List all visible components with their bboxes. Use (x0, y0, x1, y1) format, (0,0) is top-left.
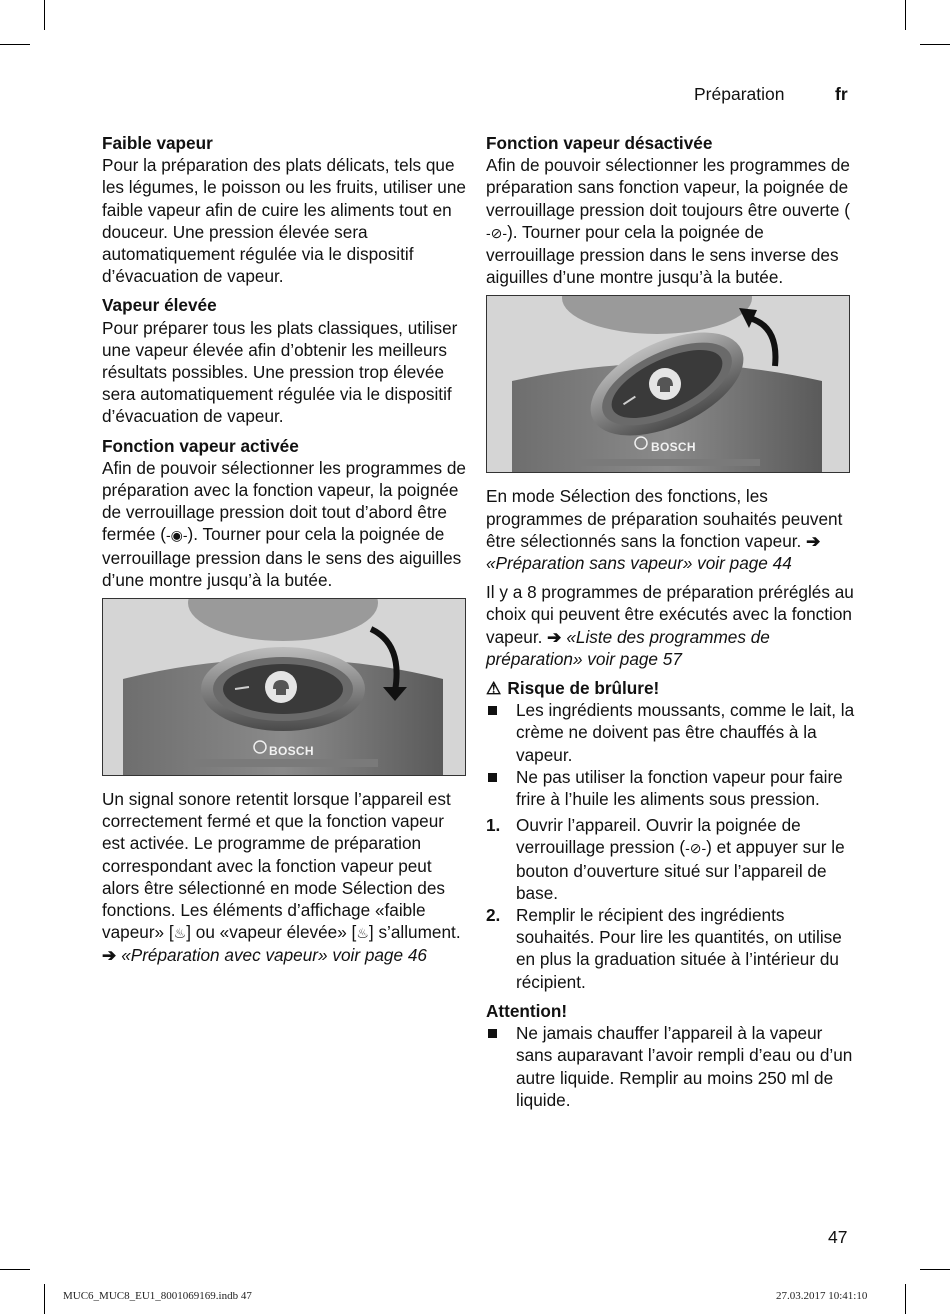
risque-heading (486, 677, 856, 699)
list-item-text: Les ingrédients moussants, comme le lait, la crème ne doivent pas être chauffés à la vapeur. (516, 700, 855, 765)
signal-text (102, 788, 467, 967)
step-item (486, 904, 856, 993)
list-item-text: Ne pas utiliser la fonction vapeur pour faire frire à l’huile les aliments sous pression. (516, 766, 843, 810)
lock-open-icon: -⊘- (486, 224, 508, 241)
list-item (486, 766, 856, 810)
bullet-square-icon (488, 706, 497, 715)
step-text: Ouvrir l’appareil. Ouvrir la poignée de verrouillage pression ( (516, 815, 801, 858)
step-text: ) et appuyer sur le bouton d’ouverture situé sur l’appareil de base. (516, 837, 845, 903)
vapeur-elevee-title: Vapeur élevée (102, 295, 217, 316)
brand-logo-text: BOSCH (269, 744, 314, 759)
crop-mark (905, 1284, 906, 1314)
attention-title: Attention! (486, 1000, 568, 1021)
signal-section (102, 788, 467, 967)
brand-logo-text: BOSCH (651, 440, 696, 455)
figure-lock-open (486, 295, 850, 473)
attention-section (486, 1000, 856, 1111)
text-part: ] ou «vapeur élevée» [ (186, 922, 357, 943)
arrow-icon: ➔ (547, 626, 562, 647)
mode-text (486, 485, 856, 574)
text-part: Un signal sonore retentit lorsque l’appareil est correctement fermé et que la fonction vapeur est activée. Le programme de préparation correspondant avec la fonction vapeur peut alors être sélectionné en mode Sélection des fonctions. Les éléments d’affichage «faible vapeur» [ (102, 789, 451, 943)
footer-file: MUC6_MUC8_EU1_8001069169.indb 47 (63, 1290, 252, 1302)
faible-vapeur-text: Pour la préparation des plats délicats, tels que les légumes, le poisson ou les fruits, utiliser une faible vapeur afin de cuire les aliments tout en douceur. Une pression élevée sera automatiquement régulée via le dispositif d’évacuation de vapeur. (102, 155, 466, 287)
step-item (486, 814, 856, 904)
cross-reference[interactable]: «Préparation sans vapeur» voir page 44 (486, 553, 792, 574)
fonction-activee-section (102, 435, 467, 591)
fonction-desactivee-text (486, 154, 856, 288)
crop-mark (920, 1269, 950, 1270)
vapeur-elevee-text: Pour préparer tous les plats classiques, utiliser une vapeur élevée afin d’obtenir les meilleurs résultats possibles. Une pression trop élevée sera automatiquement régulée via le dispositif d’évacuation de vapeur. (102, 317, 458, 427)
risque-list (486, 699, 856, 810)
faible-vapeur-section (102, 132, 467, 287)
list-item (486, 1022, 856, 1111)
text-part: Afin de pouvoir sélectionner les programmes de préparation sans fonction vapeur, la poignée de verrouillage pression doit toujours être ouverte ( (486, 155, 850, 220)
right-column (486, 132, 856, 1118)
risque-section (486, 677, 856, 993)
crop-mark (905, 0, 906, 30)
step-number: 1. (486, 815, 501, 836)
text-part: Il y a 8 programmes de préparation préréglés au choix qui peuvent être exécutés avec la fonction vapeur. (486, 582, 854, 647)
text-part: ). Tourner pour cela la poignée de verrouillage pression dans le sens inverse des aiguilles d’une montre jusqu’à la butée. (486, 221, 839, 288)
list-item (486, 699, 856, 766)
cross-reference[interactable]: «Liste des programmes de préparation» voir page 57 (486, 626, 770, 669)
crop-mark (920, 44, 950, 45)
fonction-desactivee-title: Fonction vapeur désactivée (486, 133, 713, 153)
left-column (102, 132, 467, 974)
mode-section (486, 485, 856, 574)
text-part: ). Tourner pour cela la poignée de verrouillage pression dans le sens des aiguilles d’une montre jusqu’à la butée. (102, 524, 462, 590)
arrow-icon: ➔ (102, 945, 117, 966)
arrow-icon: ➔ (806, 530, 821, 551)
warning-triangle-icon: ⚠ (486, 678, 502, 699)
text-part: ] s’allument. (368, 922, 461, 943)
fonction-activee-title: Fonction vapeur activée (102, 435, 299, 456)
bullet-square-icon (488, 1029, 497, 1038)
faible-vapeur-title: Faible vapeur (102, 133, 213, 153)
language-code: fr (835, 84, 848, 104)
programmes-section (486, 581, 856, 670)
text-part: Afin de pouvoir sélectionner les programmes de préparation avec la fonction vapeur, la poignée de verrouillage pression doit tout d’abord être fermée ( (102, 457, 466, 545)
step-text: Remplir le récipient des ingrédients souhaités. Pour lire les quantités, on utilise en plus la graduation située à l’intérieur du récipient. (516, 905, 842, 992)
risque-title: Risque de brûlure! (507, 678, 660, 699)
fonction-desactivee-section (486, 132, 856, 288)
lock-closed-icon: -◉- (166, 527, 188, 544)
section-title: Préparation (694, 84, 785, 104)
attention-list (486, 1022, 856, 1111)
crop-mark (44, 0, 45, 30)
text-part: En mode Sélection des fonctions, les programmes de préparation souhaités peuvent être sélectionnés sans la fonction vapeur. (486, 486, 843, 551)
lock-open-icon: -⊘- (685, 840, 707, 857)
bullet-square-icon (488, 773, 497, 782)
crop-mark (0, 44, 30, 45)
step-number: 2. (486, 905, 501, 926)
cross-reference[interactable]: «Préparation avec vapeur» voir page 46 (121, 945, 427, 966)
crop-mark (44, 1284, 45, 1314)
low-steam-icon: ♨ (173, 925, 187, 942)
vapeur-elevee-section (102, 294, 467, 427)
page-header (0, 84, 950, 108)
list-item-text: Ne jamais chauffer l’appareil à la vapeur sans auparavant l’avoir rempli d’eau ou d’un autre liquide. Remplir au moins 250 ml de liquide. (516, 1023, 853, 1110)
steps-list (486, 814, 856, 993)
figure-lock-closed (102, 598, 466, 776)
programmes-text (486, 581, 856, 670)
footer-date: 27.03.2017 10:41:10 (776, 1290, 868, 1302)
page-number: 47 (828, 1227, 848, 1247)
fonction-activee-text (102, 457, 467, 591)
crop-mark (0, 1269, 30, 1270)
high-steam-icon: ♨ (356, 925, 369, 942)
